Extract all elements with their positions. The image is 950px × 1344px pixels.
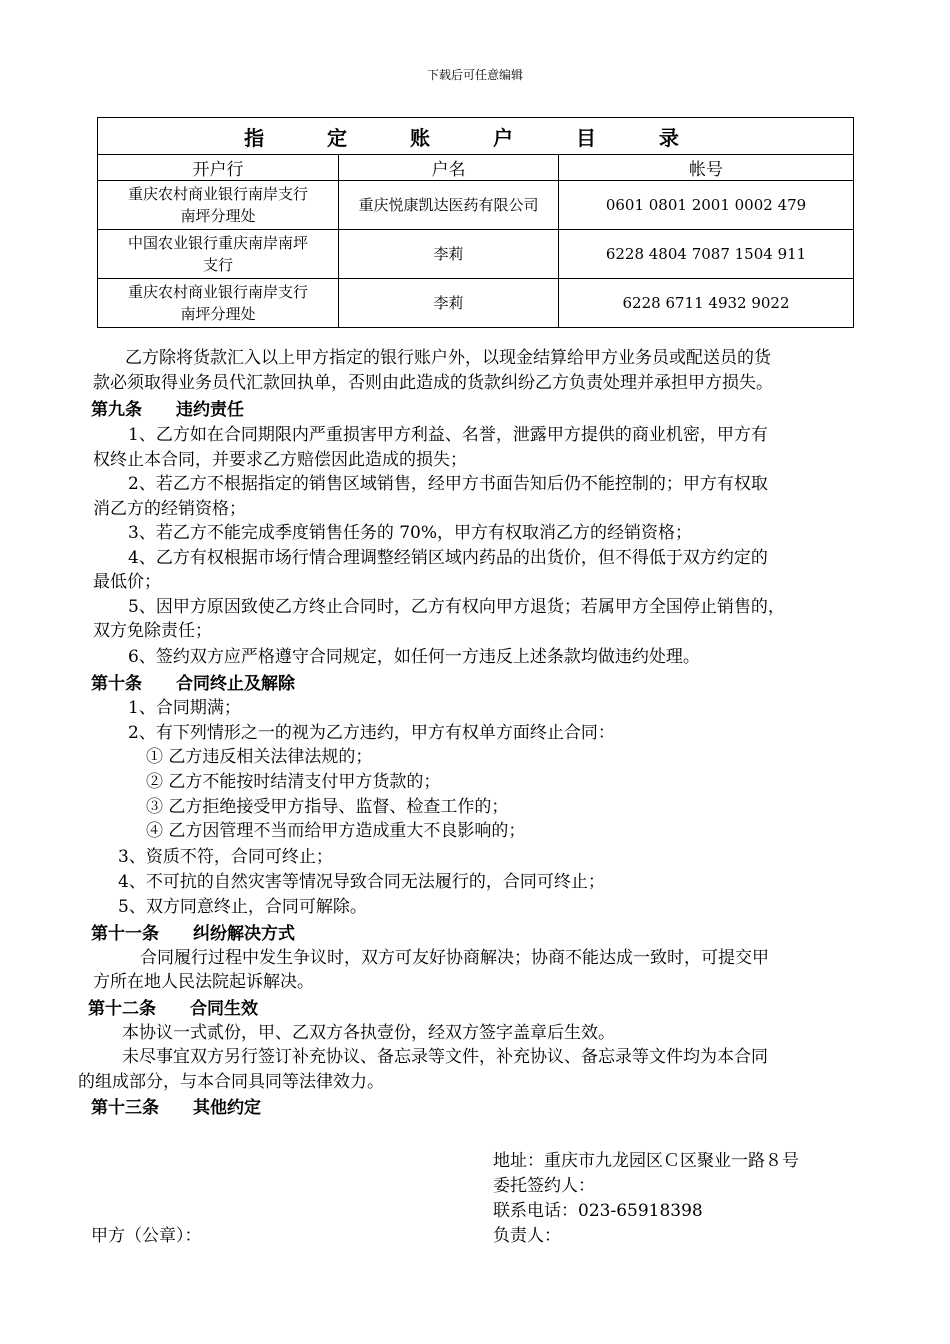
- account-name-cell: 李莉: [339, 230, 559, 279]
- paragraph-line: 方所在地人民法院起诉解决。: [93, 972, 314, 992]
- paragraph-line: 2、有下列情形之一的视为乙方违约，甲方有权单方面终止合同：: [128, 723, 615, 743]
- account-number-cell: 6228 4804 7087 1504 911: [559, 230, 854, 279]
- section-heading: 第十三条 其他约定: [91, 1098, 261, 1118]
- account-name-cell: 李莉: [339, 279, 559, 328]
- bank-cell: [98, 181, 339, 230]
- paragraph-line: 双方免除责任；: [93, 621, 212, 641]
- paragraph-line: ② 乙方不能按时结清支付甲方货款的；: [146, 772, 441, 792]
- paragraph-line: 合同履行过程中发生争议时，双方可友好协商解决；协商不能达成一致时，可提交甲: [140, 948, 769, 968]
- bank-line: 重庆农村商业银行南岸支行: [127, 283, 308, 301]
- table-row: [98, 181, 854, 230]
- paragraph-line: 2、若乙方不根据指定的销售区域销售，经甲方书面告知后仍不能控制的；甲方有权取: [128, 474, 768, 494]
- paragraph-line: 4、乙方有权根据市场行情合理调整经销区域内药品的出货价，但不得低于双方约定的: [128, 548, 768, 568]
- paragraph-line: 消乙方的经销资格；: [93, 499, 246, 519]
- paragraph-line: 3、资质不符，合同可终止；: [118, 847, 333, 867]
- account-name-cell: 重庆悦康凯达医药有限公司: [339, 181, 559, 230]
- signature-address: 地址：重庆市九龙园区Ｃ区聚业一路８号: [493, 1151, 799, 1171]
- paragraph-line: 1、乙方如在合同期限内严重损害甲方利益、名誉，泄露甲方提供的商业机密，甲方有: [128, 425, 768, 445]
- column-header-bank: 开户行: [98, 155, 339, 181]
- paragraph-line: 1、合同期满；: [128, 698, 241, 718]
- paragraph-line: 乙方除将货款汇入以上甲方指定的银行账户外，以现金结算给甲方业务员或配送员的货: [125, 348, 771, 368]
- bank-cell: [98, 279, 339, 328]
- paragraph-line: ③ 乙方拒绝接受甲方指导、监督、检查工作的；: [146, 797, 509, 817]
- paragraph-line: ④ 乙方因管理不当而给甲方造成重大不良影响的；: [146, 821, 526, 841]
- header-note: 下载后可任意编辑: [426, 68, 523, 82]
- paragraph-line: ① 乙方违反相关法律法规的；: [146, 747, 373, 767]
- paragraph-line: 的组成部分，与本合同具同等法律效力。: [78, 1072, 384, 1092]
- paragraph-line: 4、不可抗的自然灾害等情况导致合同无法履行的，合同可终止；: [118, 872, 605, 892]
- table-title: 指 定 账 户 目 录: [98, 118, 854, 155]
- section-heading: 第十条 合同终止及解除: [91, 674, 295, 694]
- signature-party-a: 甲方（公章）：: [91, 1226, 202, 1246]
- signature-phone: 联系电话：023-65918398: [493, 1201, 703, 1221]
- bank-line: 重庆农村商业银行南岸支行: [127, 185, 308, 203]
- paragraph-line: 3、若乙方不能完成季度销售任务的 70%，甲方有权取消乙方的经销资格；: [128, 523, 693, 543]
- bank-line: 南坪分理处: [180, 207, 256, 225]
- paragraph-line: 权终止本合同，并要求乙方赔偿因此造成的损失；: [93, 450, 467, 470]
- section-heading: 第九条 违约责任: [91, 400, 244, 420]
- paragraph-line: 本协议一式贰份，甲、乙双方各执壹份，经双方签字盖章后生效。: [122, 1023, 615, 1043]
- column-header-account: 帐号: [559, 155, 854, 181]
- table-row: [98, 230, 854, 279]
- account-number-cell: 0601 0801 2001 0002 479: [559, 181, 854, 230]
- account-number-cell: 6228 6711 4932 9022: [559, 279, 854, 328]
- paragraph-line: 5、双方同意终止，合同可解除。: [118, 897, 367, 917]
- paragraph-line: 最低价；: [93, 572, 161, 592]
- paragraph-line: 6、签约双方应严格遵守合同规定，如任何一方违反上述条款均做违约处理。: [128, 647, 700, 667]
- signature-responsible: 负责人：: [493, 1226, 561, 1246]
- bank-line: 支行: [202, 256, 233, 274]
- section-heading: 第十二条 合同生效: [88, 999, 258, 1019]
- paragraph-line: 款必须取得业务员代汇款回执单，否则由此造成的货款纠纷乙方负责处理并承担甲方损失。: [93, 373, 773, 393]
- bank-line: 南坪分理处: [180, 305, 256, 323]
- section-heading: 第十一条 纠纷解决方式: [91, 924, 295, 944]
- column-header-name: 户名: [339, 155, 559, 181]
- paragraph-line: 未尽事宜双方另行签订补充协议、备忘录等文件，补充协议、备忘录等文件均为本合同: [122, 1047, 768, 1067]
- account-table: [97, 117, 854, 328]
- signature-agent: 委托签约人：: [493, 1176, 595, 1196]
- table-row: [98, 279, 854, 328]
- paragraph-line: 5、因甲方原因致使乙方终止合同时，乙方有权向甲方退货；若属甲方全国停止销售的，: [128, 597, 785, 617]
- bank-cell: [98, 230, 339, 279]
- bank-line: 中国农业银行重庆南岸南坪: [127, 234, 308, 252]
